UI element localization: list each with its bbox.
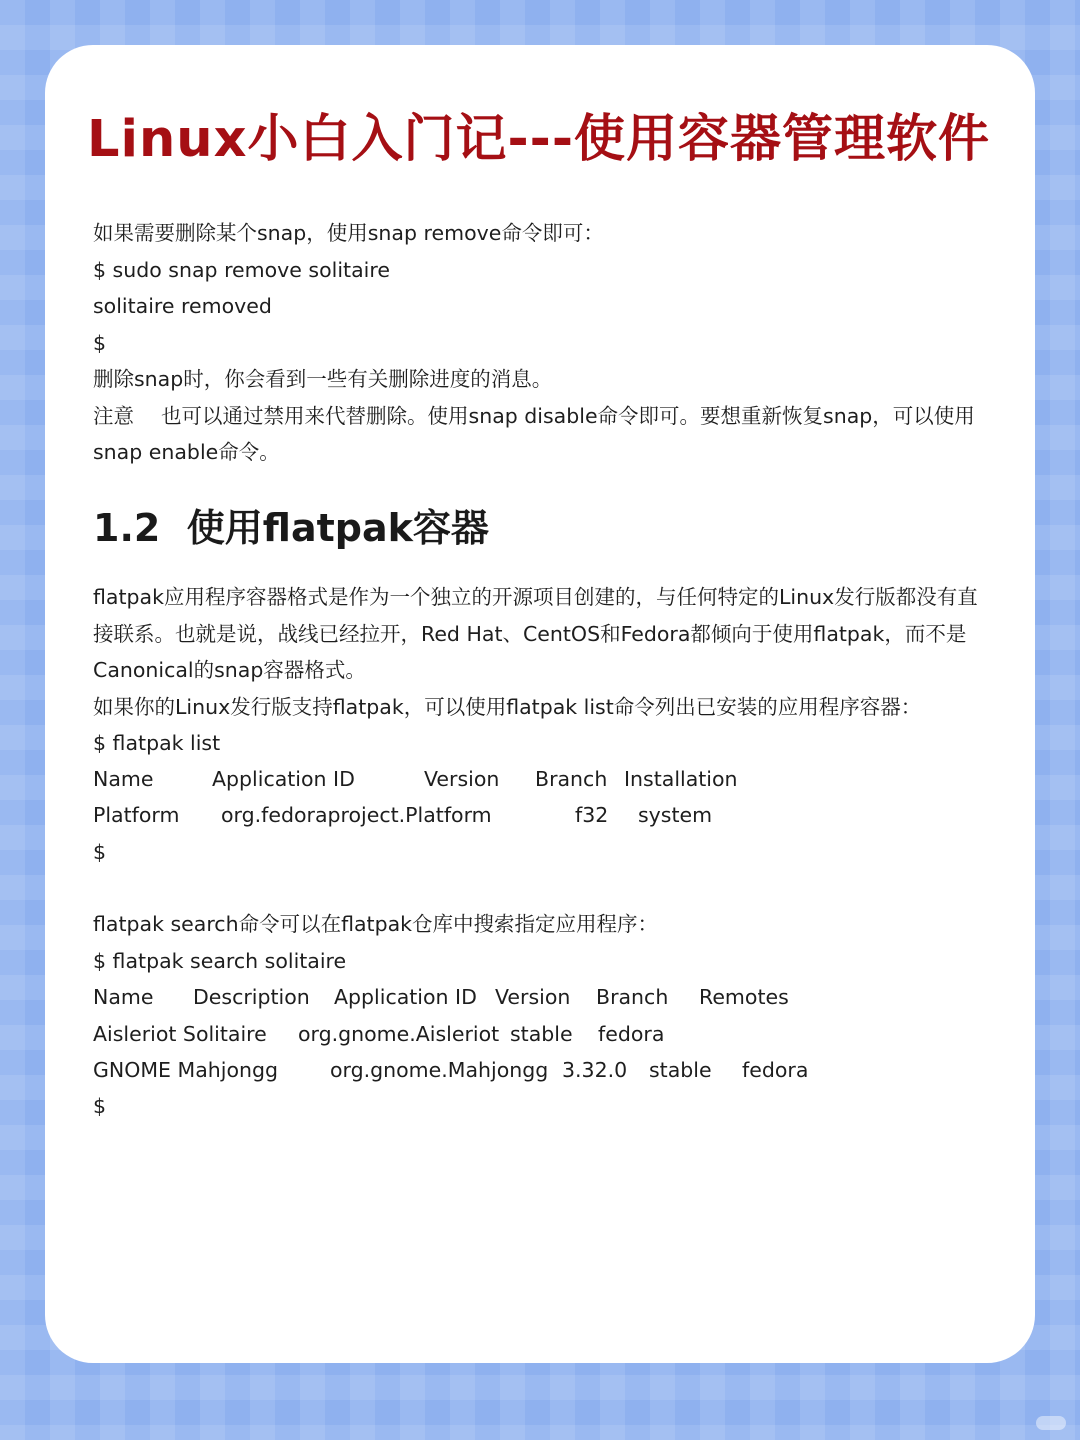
table-cell: org.fedoraproject.Platform	[221, 803, 492, 827]
table-cell: Aisleriot Solitaire	[93, 1022, 267, 1046]
search-command-row	[93, 943, 993, 980]
prompt-line: $	[93, 840, 107, 864]
section-heading: 1.2 使用flatpak容器	[93, 506, 489, 550]
column-header: Application ID	[212, 767, 355, 791]
column-header: Description	[193, 985, 310, 1009]
table-cell: Platform	[93, 803, 180, 827]
table-cell: system	[638, 803, 713, 827]
search-data-row	[93, 1052, 993, 1089]
table-cell: f32	[575, 803, 609, 827]
table-cell: stable	[649, 1058, 712, 1082]
search-header-row	[93, 979, 993, 1016]
prompt-row	[93, 834, 993, 871]
column-header: Branch	[535, 767, 608, 791]
table-cell: org.gnome.Aisleriot	[298, 1022, 500, 1046]
table-cell: 3.32.0	[562, 1058, 628, 1082]
table-cell: stable	[510, 1022, 573, 1046]
table-cell: fedora	[598, 1022, 665, 1046]
prompt-line: $	[93, 330, 107, 355]
table-cell: org.gnome.Mahjongg	[330, 1058, 549, 1082]
prompt-line: $	[93, 1094, 107, 1118]
column-header: Version	[495, 985, 571, 1009]
watermark-badge	[1036, 1416, 1066, 1430]
flatpak-intro-block	[93, 579, 995, 762]
prompt-row	[93, 1088, 993, 1125]
list-header-row	[93, 761, 993, 798]
command-line: $ flatpak list	[93, 731, 221, 755]
column-header: Remotes	[699, 985, 789, 1009]
column-header: Branch	[596, 985, 669, 1009]
search-data-row	[93, 1016, 993, 1053]
list-data-row	[93, 797, 993, 834]
command-line: $ sudo snap remove solitaire	[93, 257, 390, 282]
column-header: Installation	[624, 767, 738, 791]
article-card	[45, 45, 1035, 1363]
intro-paragraph: flatpak应用程序容器格式是作为一个独立的开源项目创建的，与任何特定的Linux发行版都没有直接联系。也就是说，战线已经拉开，Red Hat、CentOS和Fedora都倾向于使用flatpak，而不是Canonical的snap容器格式。	[93, 585, 978, 682]
search-intro-line: flatpak search命令可以在flatpak仓库中搜索指定应用程序：	[93, 912, 659, 936]
column-header: Application ID	[334, 985, 477, 1009]
table-cell: GNOME Mahjongg	[93, 1058, 279, 1082]
output-line: solitaire removed	[93, 294, 272, 318]
note-paragraph: 注意 也可以通过禁用来代替删除。使用snap disable命令即可。要想重新恢复snap，可以使用snap enable命令。	[93, 403, 975, 464]
text-line: 如果需要删除某个snap，使用snap remove命令即可：	[93, 221, 604, 245]
list-intro-line: 如果你的Linux发行版支持flatpak，可以使用flatpak list命令列出已安装的应用程序容器：	[93, 694, 922, 719]
page-title: Linux小白入门记---使用容器管理软件	[87, 110, 990, 169]
snap-remove-block	[93, 215, 995, 471]
search-intro-row	[93, 906, 993, 943]
command-line: $ flatpak search solitaire	[93, 949, 347, 973]
column-header: Name	[93, 985, 154, 1009]
text-line: 删除snap时，你会看到一些有关删除进度的消息。	[93, 367, 553, 391]
table-cell: fedora	[742, 1058, 809, 1082]
column-header: Name	[93, 767, 154, 791]
column-header: Version	[424, 767, 500, 791]
